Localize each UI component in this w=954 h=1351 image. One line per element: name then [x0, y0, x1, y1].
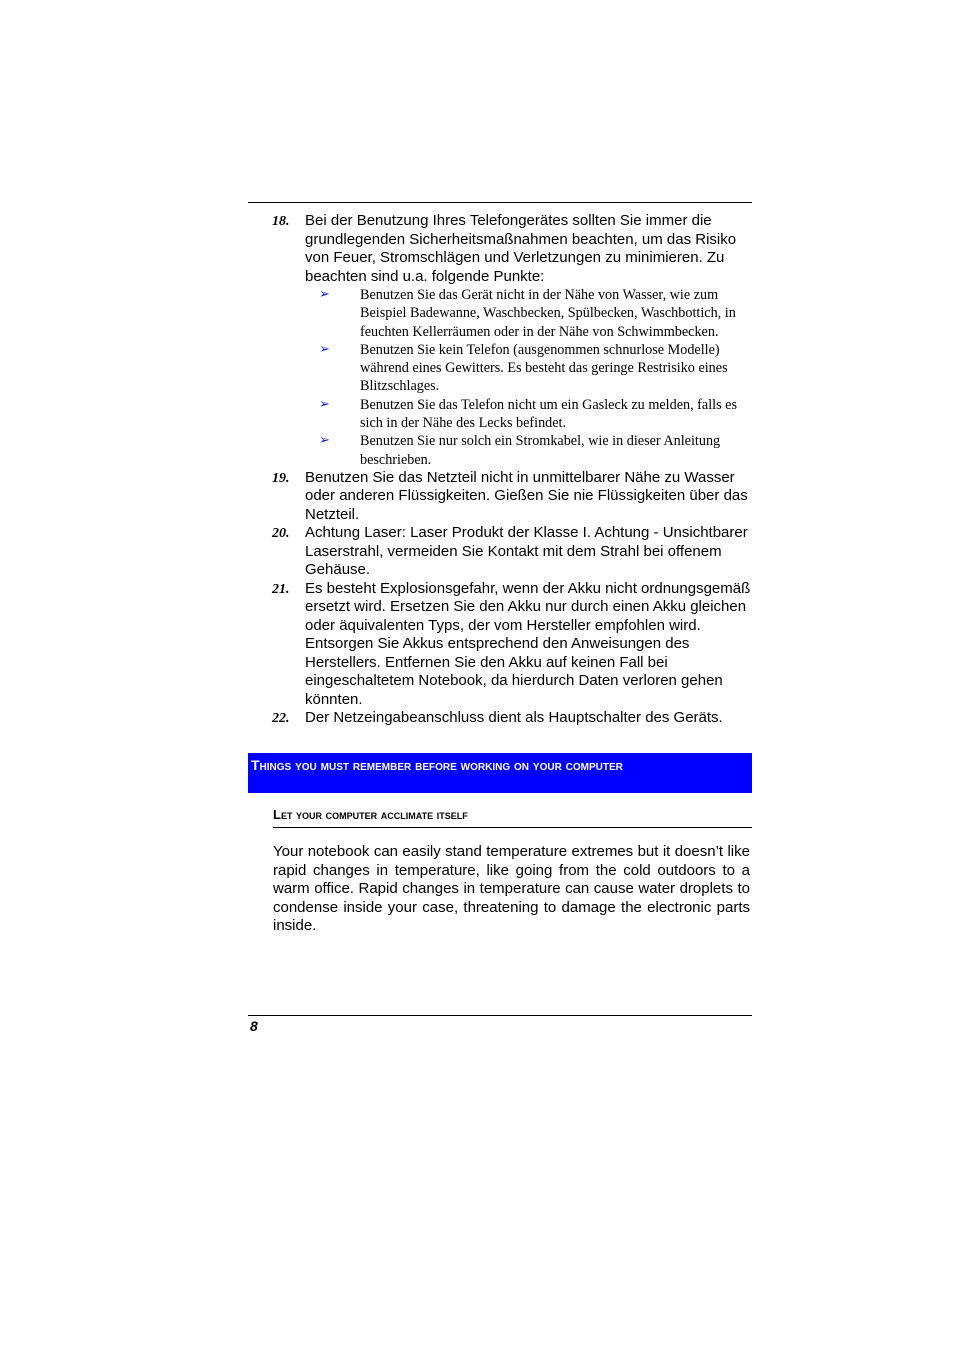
item-text: Bei der Benutzung Ihres Telefongerätes sollten Sie immer die grundlegenden Sicherheitsmaßnahmen beachten, um das Risiko von Feuer, Stromschlägen und Verletzungen zu minimieren. Zu beachten sind u.a. folgende Punkte: — [305, 212, 737, 285]
safety-list — [272, 212, 762, 728]
item-number: 19. — [272, 470, 290, 486]
item-text: Achtung Laser: Laser Produkt der Klasse I. Achtung - Unsichtbarer Laserstrahl, vermeiden Sie Kontakt mit dem Strahl bei offenem Gehäuse. — [305, 524, 748, 579]
bullet-list — [305, 286, 762, 469]
list-item — [272, 469, 762, 525]
subheading: Let your computer acclimate itself — [273, 806, 752, 828]
arrowhead-bullet-icon: ➢ — [319, 396, 330, 412]
bullet-item: ➢ Benutzen Sie kein Telefon (ausgenommen schnurlose Modelle) während eines Gewitters. Es besteht das geringe Restrisiko eines Blitzschlages. — [319, 341, 728, 395]
body-paragraph: Your notebook can easily stand temperature extremes but it doesn’t like rapid changes in temperature, like going from the cold outdoors to a warm office. Rapid changes in temperature can cause water droplets to condense inside your case, threatening to damage the electronic parts inside. — [273, 843, 750, 935]
list-item — [272, 212, 762, 469]
bullet-item: ➢ Benutzen Sie das Gerät nicht in der Nähe von Wasser, wie zum Beispiel Badewanne, Waschbecken, Spülbecken, Waschbottich, in feuchten Kellerräumen oder in der Nähe von Schwimmbecken. — [319, 287, 736, 340]
list-item — [272, 524, 762, 580]
list-item — [272, 580, 762, 710]
bottom-rule — [248, 1015, 752, 1016]
top-rule — [248, 202, 752, 203]
section-heading: Things you must remember before working on your computer — [251, 757, 623, 773]
bullet-item: ➢ Benutzen Sie nur solch ein Stromkabel, wie in dieser Anleitung beschrieben. — [319, 433, 721, 468]
arrowhead-bullet-icon: ➢ — [319, 433, 330, 449]
item-number: 20. — [272, 526, 290, 542]
bullet-item: ➢ Benutzen Sie das Telefon nicht um ein Gasleck zu melden, falls es sich in der Nähe des Lecks befindet. — [319, 396, 737, 432]
item-number: 18. — [272, 214, 290, 229]
item-text: Benutzen Sie das Netzteil nicht in unmittelbarer Nähe zu Wasser oder anderen Flüssigkeiten. Gießen Sie nie Flüssigkeiten über das Netzteil. — [305, 468, 748, 523]
list-item — [272, 709, 762, 728]
item-text: Es besteht Explosionsgefahr, wenn der Akku nicht ordnungsgemäß ersetzt wird. Ersetzen Sie den Akku nur durch einen Akku gleichen oder äquivalenten Typs, der vom Hersteller empfohlen wird. Entsorgen Sie Akkus entsprechend den Anweisungen des Herstellers. Entfernen Sie den Akku auf keinen Fall bei eingeschaltetem Notebook, da hierdurch Daten verloren gehen könnten. — [305, 579, 751, 708]
item-number: 21. — [272, 581, 290, 597]
section-heading-banner — [248, 753, 752, 793]
item-text: Der Netzeingabeanschluss dient als Hauptschalter des Geräts. — [305, 709, 723, 727]
arrowhead-bullet-icon: ➢ — [319, 341, 330, 357]
page-number: 8 — [250, 1018, 258, 1034]
arrowhead-bullet-icon: ➢ — [319, 287, 330, 302]
item-number: 22. — [272, 711, 290, 727]
